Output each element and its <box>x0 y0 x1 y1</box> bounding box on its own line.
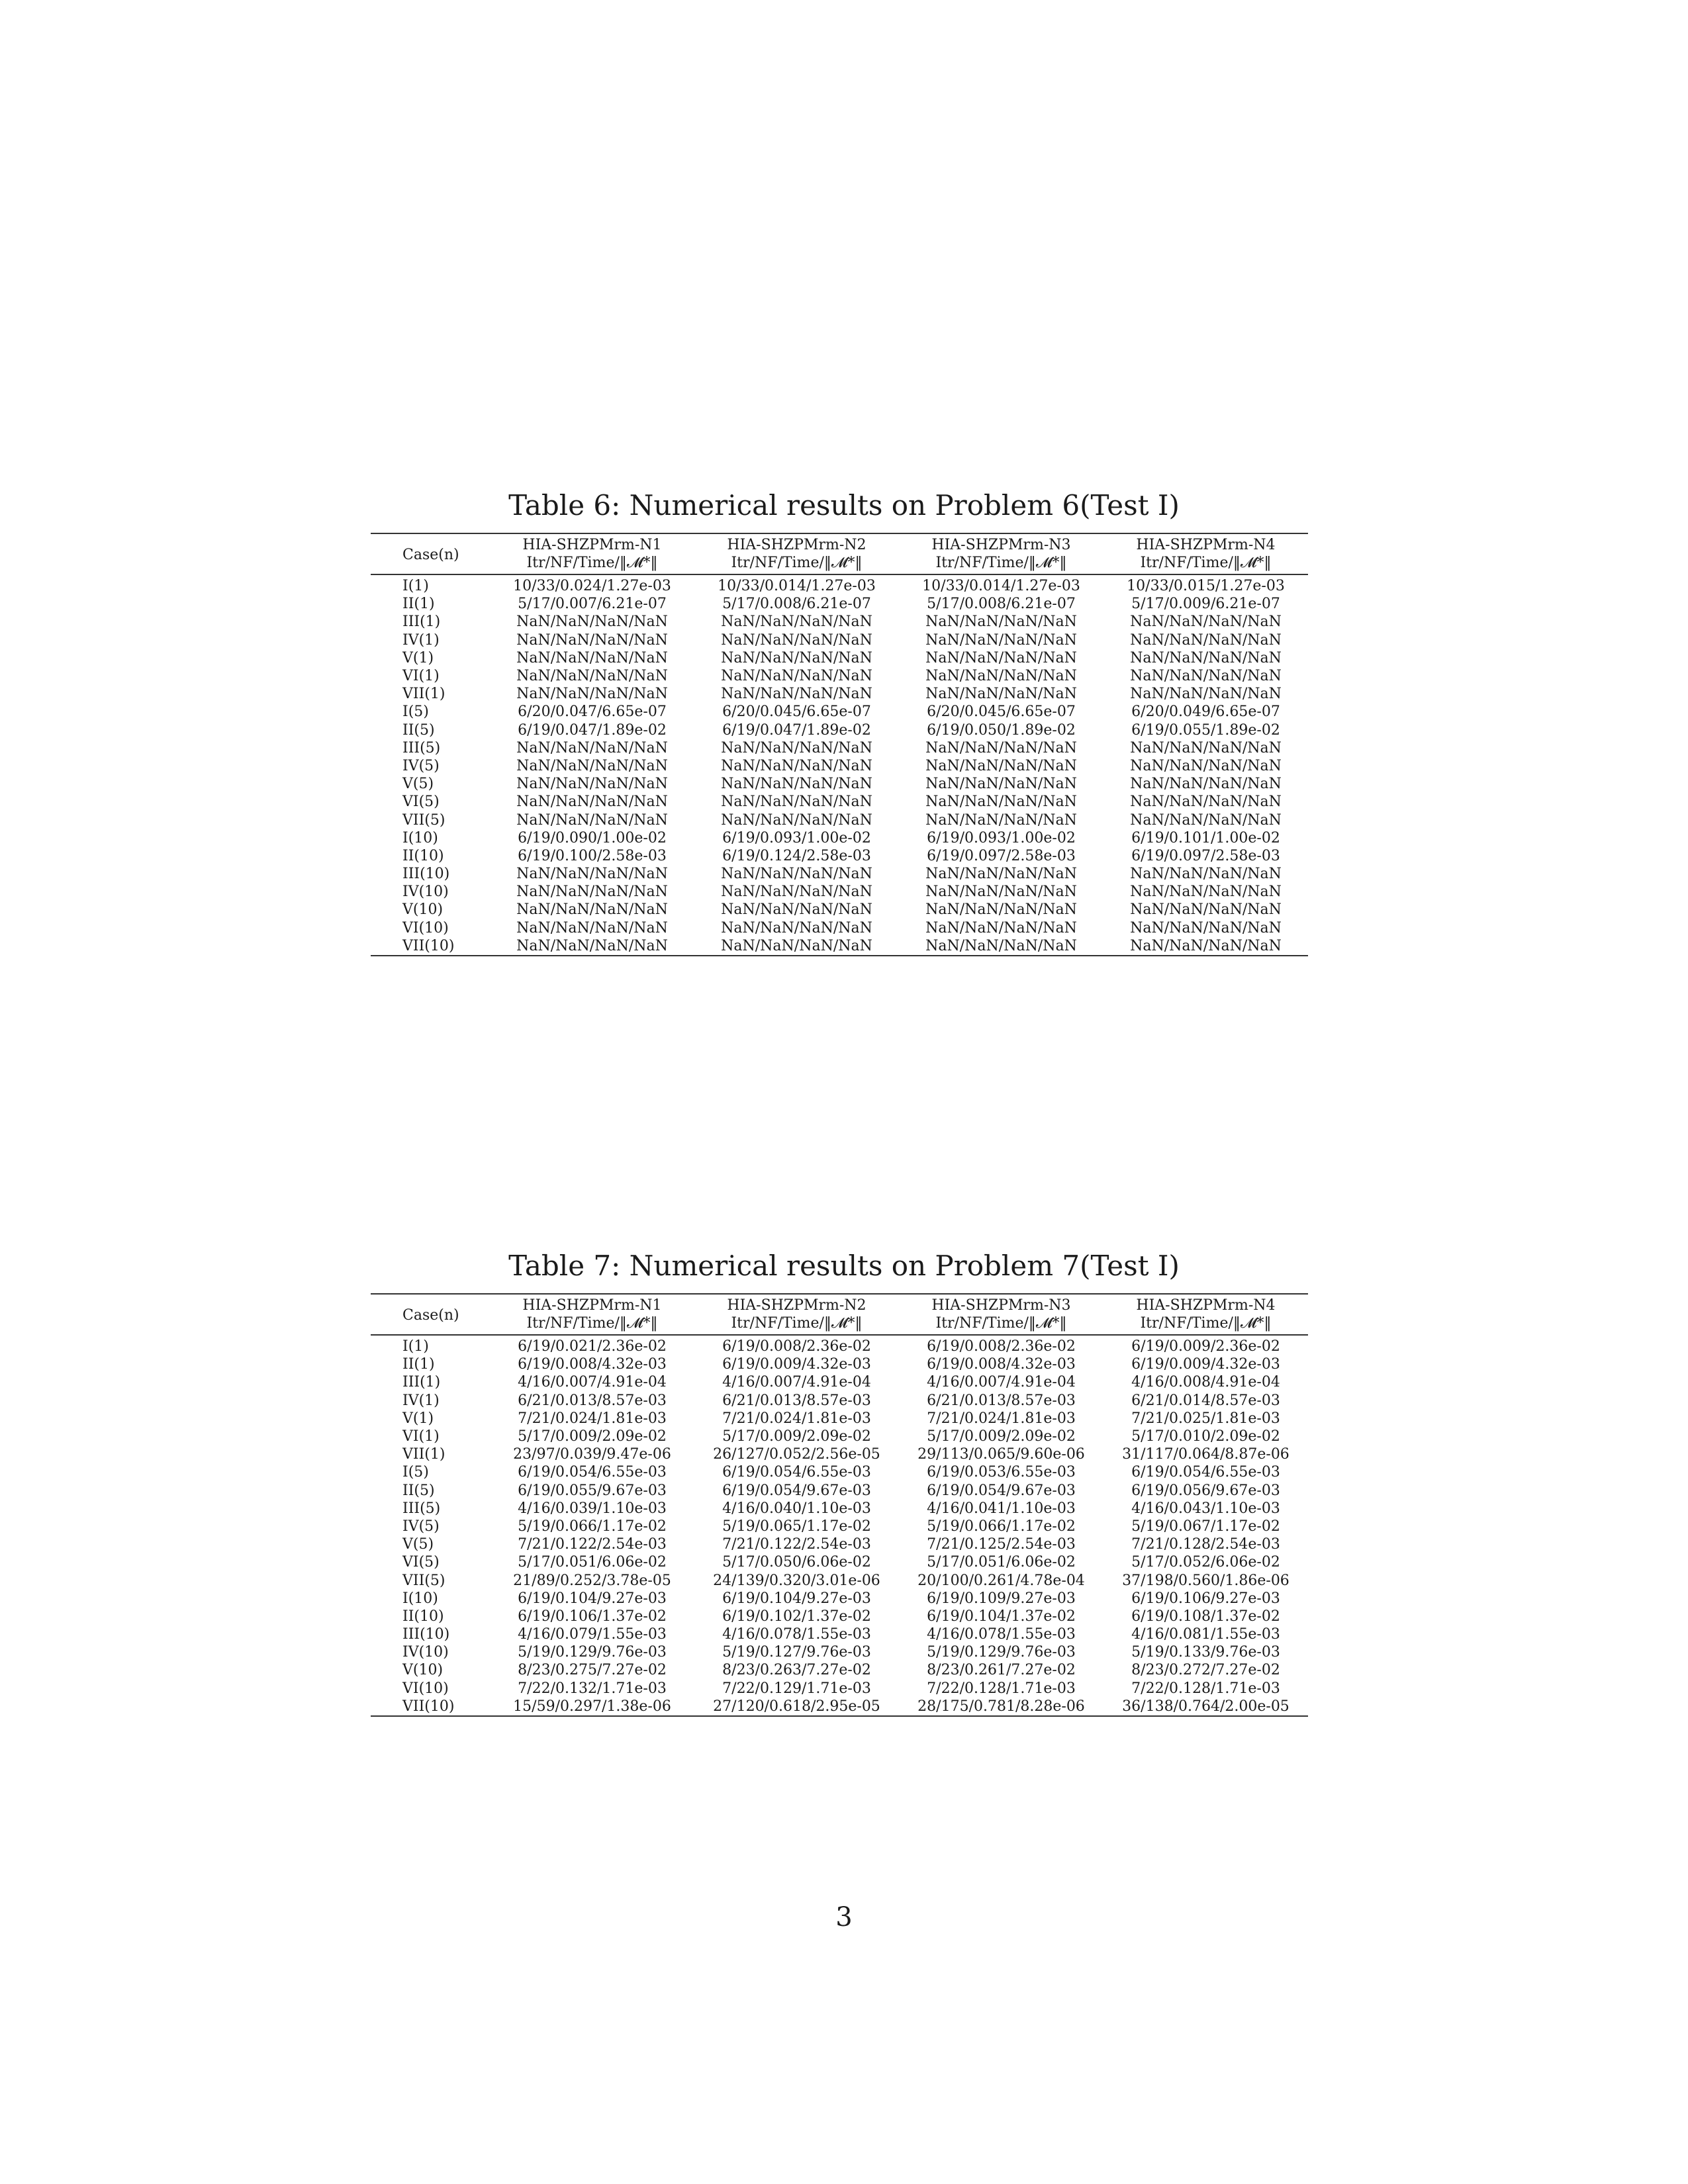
header-row-metrics <box>371 1314 1308 1335</box>
result-cell: NaN/NaN/NaN/NaN <box>516 919 668 936</box>
result-cell: 8/23/0.275/7.27e-02 <box>518 1662 667 1679</box>
result-cell: 5/19/0.066/1.17e-02 <box>927 1518 1076 1535</box>
table-6-header <box>371 533 1308 574</box>
result-cell: 6/19/0.090/1.00e-02 <box>518 829 667 846</box>
case-cell: II(1) <box>402 1356 435 1373</box>
table-row <box>371 1373 1308 1391</box>
result-cell: 24/139/0.320/3.01e-06 <box>713 1572 880 1589</box>
result-cell: NaN/NaN/NaN/NaN <box>925 884 1077 901</box>
case-cell: III(5) <box>402 1500 441 1517</box>
result-cell: 5/17/0.051/6.06e-02 <box>518 1554 667 1571</box>
result-cell: NaN/NaN/NaN/NaN <box>925 631 1077 649</box>
result-cell: NaN/NaN/NaN/NaN <box>721 614 872 631</box>
result-cell: 26/127/0.052/2.56e-05 <box>713 1446 880 1463</box>
result-cell: NaN/NaN/NaN/NaN <box>1130 866 1282 883</box>
result-cell: 6/19/0.102/1.37e-02 <box>722 1608 871 1625</box>
result-cell: NaN/NaN/NaN/NaN <box>1130 776 1282 793</box>
table-7-caption: Table 7: Numerical results on Problem 7(Test I) <box>508 1250 1180 1282</box>
table-row <box>371 739 1308 757</box>
table-row <box>371 775 1308 793</box>
table-row <box>371 1518 1308 1535</box>
result-cell: 5/17/0.010/2.09e-02 <box>1131 1428 1280 1445</box>
result-cell: 6/19/0.021/2.36e-02 <box>518 1338 667 1355</box>
result-cell: 7/21/0.024/1.81e-03 <box>722 1410 871 1427</box>
result-cell: 5/17/0.008/6.21e-07 <box>722 596 871 613</box>
result-cell: 10/33/0.015/1.27e-03 <box>1127 578 1285 595</box>
result-cell: 6/19/0.055/1.89e-02 <box>1131 721 1280 739</box>
result-cell: NaN/NaN/NaN/NaN <box>899 937 1103 956</box>
result-cell: NaN/NaN/NaN/NaN <box>516 631 668 649</box>
case-cell: II(5) <box>402 1482 435 1499</box>
result-cell: 8/23/0.261/7.27e-02 <box>927 1662 1076 1679</box>
metric-subheader: Itr/NF/Time/‖𝓜*‖ <box>694 1314 899 1335</box>
result-cell: NaN/NaN/NaN/NaN <box>516 884 668 901</box>
table-row <box>371 574 1308 595</box>
result-cell: 6/19/0.047/1.89e-02 <box>518 721 667 739</box>
result-cell: 6/19/0.054/9.67e-03 <box>722 1482 871 1499</box>
table-row <box>371 793 1308 811</box>
table-row <box>371 919 1308 937</box>
metric-subheader: Itr/NF/Time/‖𝓜*‖ <box>899 554 1103 574</box>
result-cell: NaN/NaN/NaN/NaN <box>721 649 872 666</box>
result-cell: 6/19/0.093/1.00e-02 <box>722 829 871 846</box>
table-row <box>371 631 1308 649</box>
result-cell: 37/198/0.560/1.86e-06 <box>1122 1572 1289 1589</box>
table-row <box>371 1661 1308 1679</box>
case-cell: III(5) <box>402 739 441 756</box>
result-cell: 10/33/0.014/1.27e-03 <box>922 578 1080 595</box>
result-cell: 7/21/0.024/1.81e-03 <box>518 1410 667 1427</box>
result-cell: 4/16/0.040/1.10e-03 <box>722 1500 871 1517</box>
result-cell: NaN/NaN/NaN/NaN <box>1130 686 1282 703</box>
result-cell: 6/19/0.108/1.37e-02 <box>1131 1608 1280 1625</box>
result-cell: 4/16/0.039/1.10e-03 <box>518 1500 667 1517</box>
result-cell: 6/20/0.045/6.65e-07 <box>927 704 1076 721</box>
result-cell: 6/19/0.056/9.67e-03 <box>1131 1482 1280 1499</box>
table-6-caption: Table 6: Numerical results on Problem 6(Test I) <box>508 489 1180 522</box>
result-cell: 6/20/0.047/6.65e-07 <box>518 704 667 721</box>
result-cell: NaN/NaN/NaN/NaN <box>925 668 1077 685</box>
result-cell: NaN/NaN/NaN/NaN <box>516 901 668 919</box>
result-cell: 28/175/0.781/8.28e-06 <box>899 1698 1103 1716</box>
case-cell: II(10) <box>402 1608 444 1625</box>
method-header: HIA-SHZPMrm-N2 <box>694 1294 899 1314</box>
result-cell: NaN/NaN/NaN/NaN <box>1130 884 1282 901</box>
result-cell: 6/21/0.013/8.57e-03 <box>518 1392 667 1409</box>
result-cell: 5/17/0.009/2.09e-02 <box>518 1428 667 1445</box>
case-cell: II(10) <box>402 847 444 864</box>
result-cell: 4/16/0.007/4.91e-04 <box>722 1374 871 1391</box>
result-cell: 5/19/0.065/1.17e-02 <box>722 1518 871 1535</box>
case-cell: V(1) <box>402 1410 434 1427</box>
result-cell: NaN/NaN/NaN/NaN <box>925 739 1077 756</box>
result-cell: 6/19/0.097/2.58e-03 <box>1131 847 1280 864</box>
result-cell: NaN/NaN/NaN/NaN <box>721 757 872 774</box>
header-row-methods <box>371 533 1308 554</box>
case-cell: IV(5) <box>402 757 440 774</box>
result-cell: 7/21/0.024/1.81e-03 <box>927 1410 1076 1427</box>
result-cell: NaN/NaN/NaN/NaN <box>1130 757 1282 774</box>
case-cell: VI(5) <box>402 1554 440 1571</box>
result-cell: NaN/NaN/NaN/NaN <box>516 668 668 685</box>
case-cell: V(5) <box>402 776 434 793</box>
result-cell: 6/19/0.009/4.32e-03 <box>722 1356 871 1373</box>
result-cell: 6/19/0.009/2.36e-02 <box>1131 1338 1280 1355</box>
header-row-methods <box>371 1294 1308 1314</box>
table-row <box>371 1625 1308 1643</box>
result-cell: 6/19/0.054/9.67e-03 <box>927 1482 1076 1499</box>
table-row <box>371 1608 1308 1625</box>
metric-subheader: Itr/NF/Time/‖𝓜*‖ <box>694 554 899 574</box>
table-row <box>371 721 1308 739</box>
result-cell: 6/19/0.009/4.32e-03 <box>1131 1356 1280 1373</box>
table-row <box>371 667 1308 685</box>
table-row <box>371 1392 1308 1410</box>
result-cell: 10/33/0.024/1.27e-03 <box>513 578 671 595</box>
table-row <box>371 1553 1308 1571</box>
case-cell: VI(5) <box>402 794 440 811</box>
result-cell: NaN/NaN/NaN/NaN <box>925 757 1077 774</box>
result-cell: NaN/NaN/NaN/NaN <box>721 884 872 901</box>
result-cell: NaN/NaN/NaN/NaN <box>1130 614 1282 631</box>
table-row <box>371 883 1308 901</box>
result-cell: NaN/NaN/NaN/NaN <box>925 649 1077 666</box>
result-cell: 5/17/0.050/6.06e-02 <box>722 1554 871 1571</box>
result-cell: 6/19/0.054/6.55e-03 <box>1131 1464 1280 1481</box>
result-cell: NaN/NaN/NaN/NaN <box>925 919 1077 936</box>
result-cell: 6/19/0.055/9.67e-03 <box>518 1482 667 1499</box>
method-header: HIA-SHZPMrm-N4 <box>1103 533 1308 554</box>
metric-subheader: Itr/NF/Time/‖𝓜*‖ <box>1103 554 1308 574</box>
result-cell: 27/120/0.618/2.95e-05 <box>694 1698 899 1716</box>
result-cell: 6/19/0.097/2.58e-03 <box>927 847 1076 864</box>
result-cell: NaN/NaN/NaN/NaN <box>721 901 872 919</box>
case-cell: VII(1) <box>402 686 445 703</box>
result-cell: 6/19/0.047/1.89e-02 <box>722 721 871 739</box>
result-cell: NaN/NaN/NaN/NaN <box>516 739 668 756</box>
result-cell: NaN/NaN/NaN/NaN <box>721 668 872 685</box>
table-row <box>371 829 1308 847</box>
result-cell: NaN/NaN/NaN/NaN <box>1130 811 1282 829</box>
metric-subheader: Itr/NF/Time/‖𝓜*‖ <box>490 1314 694 1335</box>
table-row <box>371 1410 1308 1428</box>
result-cell: 6/19/0.054/6.55e-03 <box>518 1464 667 1481</box>
result-cell: NaN/NaN/NaN/NaN <box>925 794 1077 811</box>
result-cell: 6/21/0.013/8.57e-03 <box>927 1392 1076 1409</box>
case-cell: I(10) <box>402 1590 438 1607</box>
result-cell: 7/21/0.122/2.54e-03 <box>722 1536 871 1553</box>
case-cell: I(1) <box>402 1338 429 1355</box>
result-cell: NaN/NaN/NaN/NaN <box>925 614 1077 631</box>
result-cell: 6/19/0.008/2.36e-02 <box>927 1338 1076 1355</box>
result-cell: 6/19/0.093/1.00e-02 <box>927 829 1076 846</box>
method-header: HIA-SHZPMrm-N3 <box>899 1294 1103 1314</box>
table-row <box>371 847 1308 865</box>
table-row <box>371 1482 1308 1500</box>
result-cell: 5/17/0.009/2.09e-02 <box>722 1428 871 1445</box>
case-cell: VI(10) <box>402 1680 449 1697</box>
table-row <box>371 865 1308 883</box>
result-cell: NaN/NaN/NaN/NaN <box>721 811 872 829</box>
result-cell: 5/19/0.129/9.76e-03 <box>518 1644 667 1661</box>
result-cell: NaN/NaN/NaN/NaN <box>516 649 668 666</box>
result-cell: 8/23/0.272/7.27e-02 <box>1131 1662 1280 1679</box>
table-row <box>371 595 1308 613</box>
result-cell: NaN/NaN/NaN/NaN <box>516 614 668 631</box>
result-cell: 20/100/0.261/4.78e-04 <box>917 1572 1085 1589</box>
table-row <box>371 1680 1308 1698</box>
result-cell: NaN/NaN/NaN/NaN <box>1130 919 1282 936</box>
case-cell: I(5) <box>402 1464 429 1481</box>
result-cell: NaN/NaN/NaN/NaN <box>925 686 1077 703</box>
table-row <box>371 613 1308 631</box>
result-cell: 5/17/0.009/2.09e-02 <box>927 1428 1076 1445</box>
case-cell: V(10) <box>402 901 444 919</box>
case-cell: VII(10) <box>371 937 490 956</box>
case-header: Case(n) <box>371 1294 490 1335</box>
result-cell: NaN/NaN/NaN/NaN <box>516 811 668 829</box>
table-6 <box>371 533 1308 956</box>
metric-subheader: Itr/NF/Time/‖𝓜*‖ <box>1103 1314 1308 1335</box>
result-cell: 7/22/0.132/1.71e-03 <box>518 1680 667 1697</box>
case-cell: I(5) <box>402 704 429 721</box>
result-cell: NaN/NaN/NaN/NaN <box>925 776 1077 793</box>
table-row <box>371 901 1308 919</box>
result-cell: 6/19/0.106/9.27e-03 <box>1131 1590 1280 1607</box>
table-row <box>371 1590 1308 1608</box>
result-cell: 8/23/0.263/7.27e-02 <box>722 1662 871 1679</box>
result-cell: NaN/NaN/NaN/NaN <box>721 739 872 756</box>
table-7 <box>371 1293 1308 1717</box>
case-cell: IV(5) <box>402 1518 440 1535</box>
case-cell: I(1) <box>402 578 429 595</box>
case-cell: VII(5) <box>402 811 445 829</box>
result-cell: 6/19/0.106/1.37e-02 <box>518 1608 667 1625</box>
case-cell: IV(10) <box>402 884 449 901</box>
case-cell: V(1) <box>402 649 434 666</box>
result-cell: 4/16/0.079/1.55e-03 <box>518 1626 667 1643</box>
case-cell: II(5) <box>402 721 435 739</box>
result-cell: 5/19/0.133/9.76e-03 <box>1131 1644 1280 1661</box>
case-cell: III(10) <box>402 1626 450 1643</box>
result-cell: 6/20/0.049/6.65e-07 <box>1131 704 1280 721</box>
result-cell: 23/97/0.039/9.47e-06 <box>513 1446 671 1463</box>
result-cell: 36/138/0.764/2.00e-05 <box>1103 1698 1308 1716</box>
result-cell: 4/16/0.081/1.55e-03 <box>1131 1626 1280 1643</box>
result-cell: NaN/NaN/NaN/NaN <box>721 794 872 811</box>
result-cell: 6/19/0.050/1.89e-02 <box>927 721 1076 739</box>
result-cell: NaN/NaN/NaN/NaN <box>490 937 694 956</box>
result-cell: 29/113/0.065/9.60e-06 <box>917 1446 1085 1463</box>
result-cell: NaN/NaN/NaN/NaN <box>516 776 668 793</box>
result-cell: NaN/NaN/NaN/NaN <box>1103 937 1308 956</box>
table-row <box>371 1500 1308 1518</box>
table-row <box>371 649 1308 667</box>
result-cell: 4/16/0.041/1.10e-03 <box>927 1500 1076 1517</box>
result-cell: 5/19/0.127/9.76e-03 <box>722 1644 871 1661</box>
result-cell: NaN/NaN/NaN/NaN <box>1130 631 1282 649</box>
result-cell: 4/16/0.078/1.55e-03 <box>927 1626 1076 1643</box>
result-cell: 6/19/0.008/4.32e-03 <box>518 1356 667 1373</box>
table-row <box>371 685 1308 703</box>
result-cell: NaN/NaN/NaN/NaN <box>925 866 1077 883</box>
table-row <box>371 1643 1308 1661</box>
result-cell: 4/16/0.078/1.55e-03 <box>722 1626 871 1643</box>
table-row <box>371 937 1308 956</box>
metric-subheader: Itr/NF/Time/‖𝓜*‖ <box>490 554 694 574</box>
table-row <box>371 1571 1308 1589</box>
table-row <box>371 757 1308 775</box>
result-cell: 5/19/0.129/9.76e-03 <box>927 1644 1076 1661</box>
result-cell: 5/17/0.051/6.06e-02 <box>927 1554 1076 1571</box>
result-cell: 6/19/0.008/4.32e-03 <box>927 1356 1076 1373</box>
case-cell: VII(10) <box>371 1698 490 1716</box>
result-cell: 10/33/0.014/1.27e-03 <box>718 578 876 595</box>
table-row <box>371 1463 1308 1481</box>
result-cell: 7/22/0.129/1.71e-03 <box>722 1680 871 1697</box>
method-header: HIA-SHZPMrm-N4 <box>1103 1294 1308 1314</box>
result-cell: NaN/NaN/NaN/NaN <box>1130 739 1282 756</box>
result-cell: 5/17/0.009/6.21e-07 <box>1131 596 1280 613</box>
result-cell: 6/19/0.104/9.27e-03 <box>518 1590 667 1607</box>
case-cell: VII(5) <box>402 1572 445 1589</box>
result-cell: 6/19/0.104/1.37e-02 <box>927 1608 1076 1625</box>
result-cell: 7/22/0.128/1.71e-03 <box>927 1680 1076 1697</box>
result-cell: 6/19/0.101/1.00e-02 <box>1131 829 1280 846</box>
result-cell: 5/17/0.007/6.21e-07 <box>518 596 667 613</box>
result-cell: NaN/NaN/NaN/NaN <box>1130 649 1282 666</box>
result-cell: 5/19/0.067/1.17e-02 <box>1131 1518 1280 1535</box>
case-cell: V(10) <box>402 1662 444 1679</box>
case-cell: I(10) <box>402 829 438 846</box>
case-cell: III(10) <box>402 866 450 883</box>
table-row <box>371 1535 1308 1553</box>
result-cell: 7/21/0.025/1.81e-03 <box>1131 1410 1280 1427</box>
result-cell: NaN/NaN/NaN/NaN <box>516 866 668 883</box>
result-cell: 6/19/0.053/6.55e-03 <box>927 1464 1076 1481</box>
table-6-body <box>371 574 1308 956</box>
case-cell: V(5) <box>402 1536 434 1553</box>
result-cell: 6/19/0.008/2.36e-02 <box>722 1338 871 1355</box>
metric-subheader: Itr/NF/Time/‖𝓜*‖ <box>899 1314 1103 1335</box>
case-cell: VII(1) <box>402 1446 445 1463</box>
result-cell: 4/16/0.043/1.10e-03 <box>1131 1500 1280 1517</box>
case-header: Case(n) <box>371 533 490 574</box>
table-row <box>371 1335 1308 1355</box>
table-row <box>371 811 1308 829</box>
result-cell: 6/19/0.054/6.55e-03 <box>722 1464 871 1481</box>
result-cell: 6/21/0.014/8.57e-03 <box>1131 1392 1280 1409</box>
result-cell: NaN/NaN/NaN/NaN <box>721 686 872 703</box>
table-row <box>371 703 1308 721</box>
result-cell: NaN/NaN/NaN/NaN <box>1130 668 1282 685</box>
result-cell: 5/19/0.066/1.17e-02 <box>518 1518 667 1535</box>
result-cell: 7/21/0.122/2.54e-03 <box>518 1536 667 1553</box>
result-cell: NaN/NaN/NaN/NaN <box>925 811 1077 829</box>
result-cell: 31/117/0.064/8.87e-06 <box>1122 1446 1289 1463</box>
result-cell: NaN/NaN/NaN/NaN <box>516 757 668 774</box>
method-header: HIA-SHZPMrm-N1 <box>490 533 694 554</box>
result-cell: 7/22/0.128/1.71e-03 <box>1131 1680 1280 1697</box>
page-number: 3 <box>835 1902 853 1933</box>
result-cell: 4/16/0.007/4.91e-04 <box>927 1374 1076 1391</box>
table-7-header <box>371 1294 1308 1335</box>
result-cell: 21/89/0.252/3.78e-05 <box>513 1572 671 1589</box>
result-cell: NaN/NaN/NaN/NaN <box>721 631 872 649</box>
result-cell: 5/17/0.008/6.21e-07 <box>927 596 1076 613</box>
table-7-body <box>371 1335 1308 1716</box>
result-cell: 7/21/0.125/2.54e-03 <box>927 1536 1076 1553</box>
result-cell: 4/16/0.008/4.91e-04 <box>1131 1374 1280 1391</box>
result-cell: 6/21/0.013/8.57e-03 <box>722 1392 871 1409</box>
result-cell: NaN/NaN/NaN/NaN <box>1130 901 1282 919</box>
method-header: HIA-SHZPMrm-N1 <box>490 1294 694 1314</box>
result-cell: NaN/NaN/NaN/NaN <box>721 776 872 793</box>
result-cell: 7/21/0.128/2.54e-03 <box>1131 1536 1280 1553</box>
method-header: HIA-SHZPMrm-N3 <box>899 533 1103 554</box>
case-cell: VI(1) <box>402 1428 440 1445</box>
result-cell: NaN/NaN/NaN/NaN <box>694 937 899 956</box>
case-cell: III(1) <box>402 1374 441 1391</box>
table-row <box>371 1355 1308 1373</box>
header-row-metrics <box>371 554 1308 574</box>
table-row <box>371 1428 1308 1445</box>
result-cell: NaN/NaN/NaN/NaN <box>1130 794 1282 811</box>
result-cell: 15/59/0.297/1.38e-06 <box>490 1698 694 1716</box>
result-cell: 6/19/0.124/2.58e-03 <box>722 847 871 864</box>
result-cell: NaN/NaN/NaN/NaN <box>925 901 1077 919</box>
case-cell: III(1) <box>402 614 441 631</box>
result-cell: 6/20/0.045/6.65e-07 <box>722 704 871 721</box>
table-row <box>371 1445 1308 1463</box>
result-cell: NaN/NaN/NaN/NaN <box>721 866 872 883</box>
result-cell: 6/19/0.109/9.27e-03 <box>927 1590 1076 1607</box>
case-cell: VI(1) <box>402 668 440 685</box>
result-cell: NaN/NaN/NaN/NaN <box>721 919 872 936</box>
result-cell: NaN/NaN/NaN/NaN <box>516 686 668 703</box>
case-cell: IV(1) <box>402 1392 440 1409</box>
table-row <box>371 1698 1308 1716</box>
result-cell: NaN/NaN/NaN/NaN <box>516 794 668 811</box>
result-cell: 6/19/0.104/9.27e-03 <box>722 1590 871 1607</box>
result-cell: 4/16/0.007/4.91e-04 <box>518 1374 667 1391</box>
case-cell: IV(10) <box>402 1644 449 1661</box>
case-cell: II(1) <box>402 596 435 613</box>
result-cell: 5/17/0.052/6.06e-02 <box>1131 1554 1280 1571</box>
case-cell: VI(10) <box>402 919 449 936</box>
method-header: HIA-SHZPMrm-N2 <box>694 533 899 554</box>
result-cell: 6/19/0.100/2.58e-03 <box>518 847 667 864</box>
case-cell: IV(1) <box>402 631 440 649</box>
